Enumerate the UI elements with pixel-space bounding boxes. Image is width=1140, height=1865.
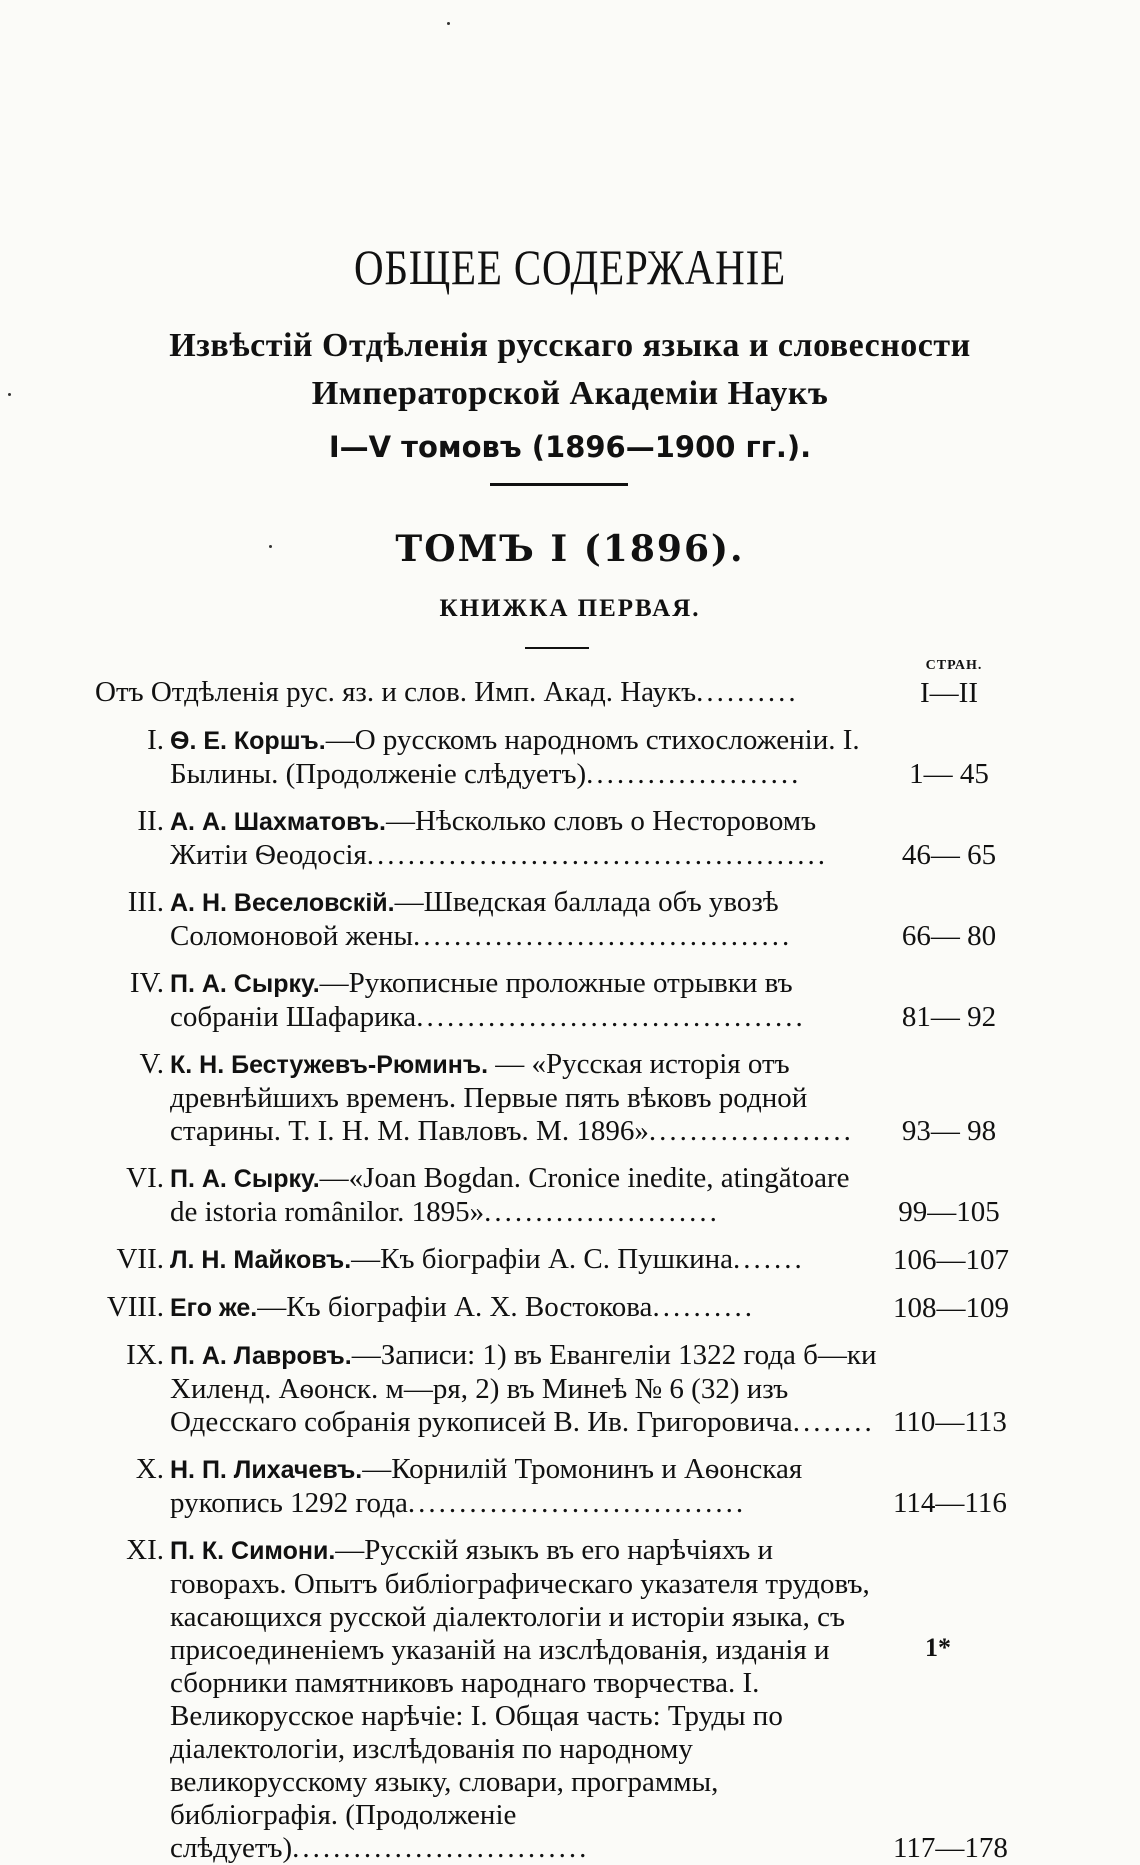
entry-title: —Нѣсколько словъ о Несторовомъ Житіи Ѳеодосія [170, 805, 817, 871]
entry-author: П. А. Лавровъ. [170, 1342, 352, 1370]
entry-pages: 81— 92 [901, 1001, 997, 1033]
entry-author: Его же. [170, 1294, 258, 1322]
entry-number: VIII. [106, 1291, 164, 1323]
entry-author: П. А. Сырку. [170, 1165, 320, 1193]
entry-pages: 106—107 [893, 1244, 1009, 1276]
entry-title: —Къ біографіи А. С. Пушкина [351, 1243, 733, 1275]
entry-title: —Шведская баллада объ увозѣ Соломоновой жены [170, 886, 779, 952]
entry-title: —Корнилій Тромонинъ и Аѳонская рукопись 1292 года [170, 1453, 803, 1519]
toc-entry: III. А. Н. Веселовскій.—Шведская баллада объ увозѣ Соломоновой жены..................................... 66— 80 [95, 886, 1005, 953]
entry-pages: 108—109 [893, 1292, 1009, 1324]
print-speck [8, 393, 11, 396]
entry-pages: 114—116 [893, 1487, 1007, 1519]
publication-subtitle: Извѣстій Отдѣленія русскаго языка и словесности Императорской Академіи Наукъ [169, 327, 971, 412]
entry-number: II. [137, 805, 164, 837]
entry-title: —О русскомъ народномъ стихосложеніи. I. Былины. (Продолженіе слѣдуетъ) [170, 724, 860, 790]
entry-number: VII. [116, 1243, 164, 1275]
entry-title: Отъ Отдѣленія рус. яз. и слов. Имп. Акад. Наукъ [95, 676, 697, 708]
entry-number: IX. [126, 1339, 164, 1371]
entry-title: —«Joan Bogdan. Cronice inedite, atingătoare de istoria romȃnilor. 1895» [170, 1162, 850, 1228]
toc-entry: IV. П. А. Сырку.—Рукописные проложные отрывки въ собраніи Шафарика...................................... 81— 92 [95, 967, 1005, 1034]
entry-author: А. Н. Веселовскій. [170, 889, 395, 917]
toc-entry: I. Ѳ. Е. Коршъ.—О русскомъ народномъ стихосложеніи. I. Былины. (Продолженіе слѣдуетъ)..................... 1— 45 [95, 724, 1005, 791]
entry-pages: 66— 80 [901, 920, 997, 952]
book-heading: КНИЖКА ПЕРВАЯ. [439, 595, 701, 622]
pages-column-label: СТРАН. [925, 658, 983, 673]
toc-entry: VI. П. А. Сырку.—«Joan Bogdan. Cronice inedite, atingătoare de istoria romȃnilor. 1895»....................... 99—105 [95, 1162, 1005, 1229]
toc-entry: II. А. А. Шахматовъ.—Нѣсколько словъ о Несторовомъ Житіи Ѳеодосія............................................. 46— 65 [95, 805, 1005, 872]
entry-number: IV. [129, 967, 164, 999]
entry-number: X. [135, 1453, 164, 1485]
toc-entry: IX. П. А. Лавровъ.—Записи: 1) въ Евангеліи 1322 года б—ки Хиленд. Аѳонск. м—ря, 2) въ Минеѣ № 6 (32) изъ Одесскаго собранія рукописей В. Ив. Григоровича........ 110—113 [95, 1339, 1005, 1439]
entry-pages: 46— 65 [901, 839, 997, 871]
toc-entry: VII. Л. Н. Майковъ.—Къ біографіи А. С. Пушкина....... 106—107 [95, 1243, 1005, 1277]
entry-number: VI. [126, 1162, 164, 1194]
entry-pages: 1— 45 [909, 758, 989, 790]
divider-rule-short [525, 647, 589, 649]
toc-entry: Отъ Отдѣленія рус. яз. и слов. Имп. Акад. Наукъ.......... I—II [95, 676, 1005, 710]
entry-author: К. Н. Бестужевъ-Рюминъ. [170, 1051, 489, 1079]
toc-entry: V. К. Н. Бестужевъ-Рюминъ. — «Русская исторія отъ древнѣйшихъ временъ. Первые пять вѣковъ родной старины. Т. I. Н. М. Павловъ. М. 1896».................... 93— 98 [95, 1048, 1005, 1148]
entry-author: Л. Н. Майковъ. [170, 1246, 352, 1274]
toc-entry: VIII. Его же.—Къ біографіи А. Х. Востокова.......... 108—109 [95, 1291, 1005, 1325]
entry-title: —Записи: 1) въ Евангеліи 1322 года б—ки Хиленд. Аѳонск. м—ря, 2) въ Минеѣ № 6 (32) изъ Одесскаго собранія рукописей В. Ив. Григоровича [170, 1339, 877, 1438]
entry-author: Н. П. Лихачевъ. [170, 1456, 363, 1484]
entry-author: А. А. Шахматовъ. [170, 808, 386, 836]
entry-pages: 117—178 [893, 1832, 1008, 1864]
print-speck [447, 22, 450, 25]
entry-title: —Русскій языкъ въ его нарѣчіяхъ и говорахъ. Опытъ библіографическаго указателя трудовъ, касающихся русской діалектологіи и исторіи языка, съ присоединеніемъ указаній на изслѣдованія, изданія и сборники памятниковъ народнаго творчества. I. Великорусское нарѣчіе: I. Общая часть: Труды по діалектологіи, изслѣдованія по народному великорусскому языку, словари, программы, библіографія. (Продолженіе слѣдуетъ) [170, 1534, 870, 1864]
entry-title: —Рукописные проложные отрывки въ собраніи Шафарика [170, 967, 793, 1033]
entry-title: —Къ біографіи А. Х. Востокова [257, 1291, 653, 1323]
entry-number: III. [127, 886, 164, 918]
entry-title: — «Русская исторія отъ древнѣйшихъ временъ. Первые пять вѣковъ родной старины. Т. I. Н. М. Павловъ. М. 1896» [170, 1048, 808, 1147]
entry-pages: 93— 98 [901, 1115, 997, 1147]
divider-rule [490, 483, 628, 486]
table-of-contents [95, 676, 1009, 1865]
entry-number: XI. [126, 1534, 164, 1566]
print-speck [269, 545, 272, 548]
entry-pages: I—II [920, 677, 978, 709]
volume-heading: ТОМЪ I (1896). [395, 528, 745, 570]
entry-author: П. А. Сырку. [170, 970, 320, 998]
toc-entry: XI. П. К. Симони.—Русскій языкъ въ его нарѣчіяхъ и говорахъ. Опытъ библіографическаго указателя трудовъ, касающихся русской діалектологіи и исторіи языка, съ присоединеніемъ указаній на изслѣдованія, изданія и сборники памятниковъ народнаго творчества. I. Великорусское нарѣчіе: I. Общая часть: Труды по діалектологіи, изслѣдованія по народному великорусскому языку, словари, программы, библіографія. (Продолженіе слѣдуетъ)............................. 117—178 [95, 1534, 1005, 1865]
entry-pages: 99—105 [898, 1196, 1000, 1228]
page-title: ОБЩЕЕ СОДЕРЖАНІЕ [354, 239, 786, 295]
entry-pages: 110—113 [893, 1406, 1007, 1438]
entry-author: П. К. Симони. [170, 1537, 336, 1565]
entry-number: I. [147, 724, 164, 756]
entry-number: V. [139, 1048, 164, 1080]
signature-mark: 1* [925, 1633, 951, 1662]
toc-entry: X. Н. П. Лихачевъ.—Корнилій Тромонинъ и Аѳонская рукопись 1292 года................................. 114—116 [95, 1453, 1005, 1520]
volumes-range: I—V томовъ (1896—1900 гг.). [328, 430, 812, 464]
entry-author: Ѳ. Е. Коршъ. [170, 727, 326, 755]
